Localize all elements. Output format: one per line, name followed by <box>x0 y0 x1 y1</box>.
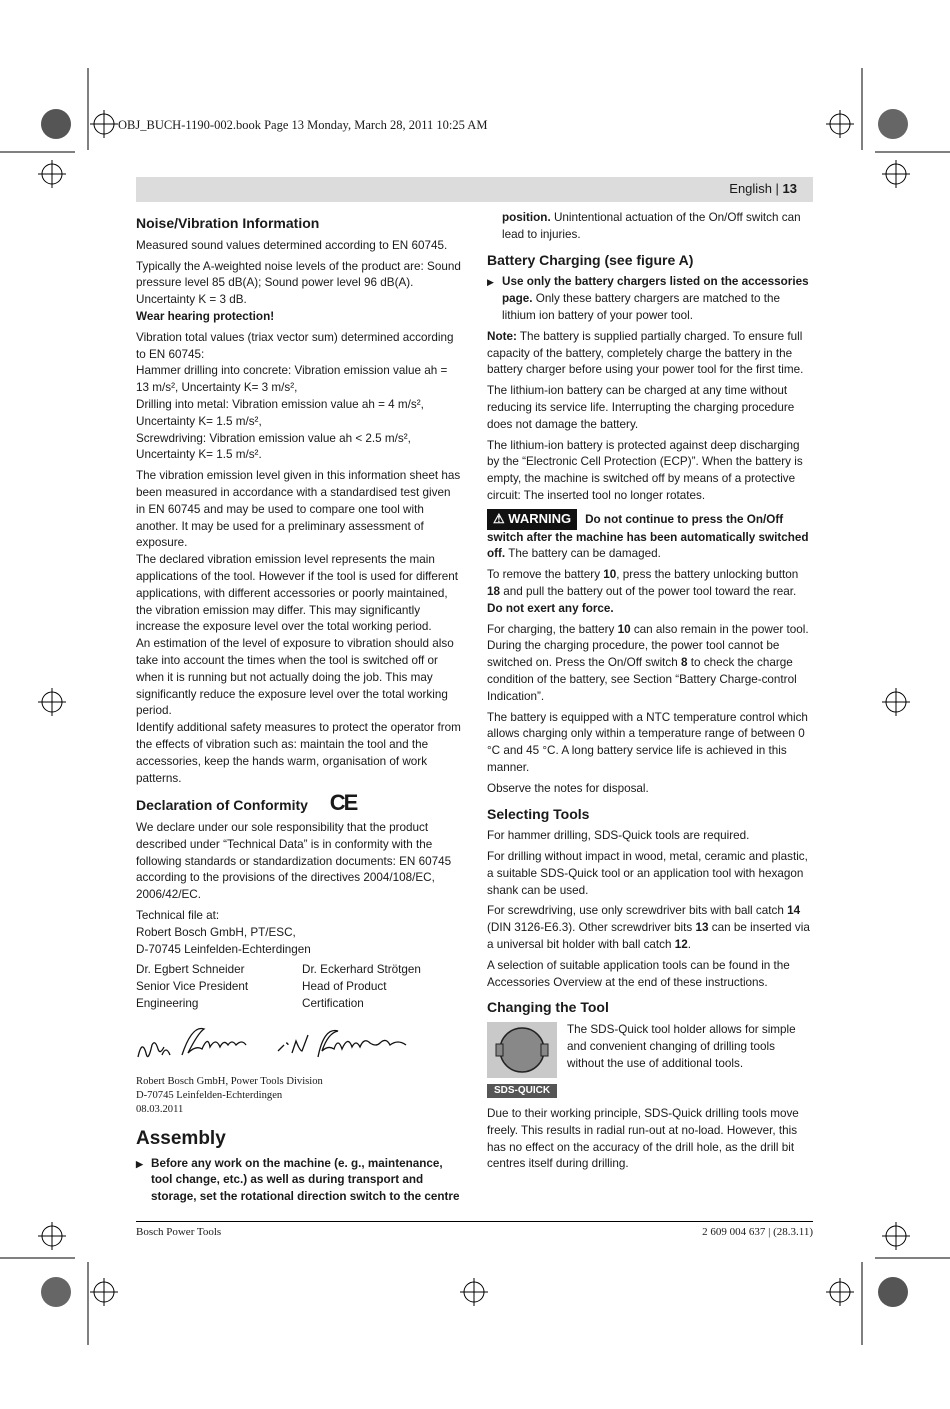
footer-rule <box>136 1221 813 1222</box>
ntc-paragraph: The battery is equipped with a NTC temperature control which allows charging only within a temperature range of between 0 °C and 45 °C. A long battery service life is achieved in this manner. <box>487 710 808 774</box>
signatory-title: Engineering <box>136 997 199 1011</box>
handwritten-signatures <box>136 1021 462 1071</box>
charging-paragraph <box>487 622 813 706</box>
noise-paragraph: Typically the A-weighted noise levels of the product are: Sound pressure level 85 dB(A); Sound power level 96 dB(A). Uncertainty K = 3 dB. <box>136 259 461 307</box>
ref-number: 10 <box>603 568 617 582</box>
ref-number: 13 <box>695 921 709 935</box>
continued-bullet <box>487 210 813 244</box>
ref-number: 18 <box>487 584 501 598</box>
hearing-warning: Wear hearing protection! <box>136 309 275 323</box>
vibration-paragraph: The vibration emission level given in this information sheet has been measured in accordance with a standardised test given in EN 60745 and may be used to compare one tool with another. It may be used for a preliminary assessment of exposure. <box>136 469 461 550</box>
battery-paragraph: The lithium-ion battery is protected against deep discharging by the “Electronic Cell Protection (ECP)”. When the battery is empty, the machine is switched off by means of a protective circuit: The inserted tool no longer rotates. <box>487 438 803 502</box>
sds-quick-figure <box>487 1022 557 1098</box>
footer-left: Bosch Power Tools <box>136 1226 222 1238</box>
noise-paragraph: Measured sound values determined according to EN 60745. <box>136 238 448 252</box>
changing-paragraph: The SDS-Quick tool holder allows for simple and convenient changing of drilling tools without the use of additional tools. <box>567 1023 796 1070</box>
page-number: 13 <box>782 181 797 196</box>
text: and pull the battery out of the power tool toward the rear. <box>500 584 797 598</box>
selecting-paragraph: For drilling without impact in wood, metal, ceramic and plastic, a suitable SDS-Quick tool or an application tool with hexagon shank can be used. <box>487 850 808 897</box>
conformity-heading <box>136 790 462 816</box>
left-column <box>136 207 462 1206</box>
selecting-paragraph: A selection of suitable application tools can be found in the Accessories Overview at the end of these instructions. <box>487 958 790 989</box>
technical-file-label: Technical file at: <box>136 909 220 923</box>
ref-number: 14 <box>787 904 801 918</box>
battery-bullet-bold: Use only the battery chargers listed on the accessories page. <box>502 275 809 306</box>
text: can also remain in the power tool. During the charging procedure, the power tool cannot be switched on. Press the On/Off switch <box>487 622 809 670</box>
text: to check the charge condition of the battery, see Section “Battery Charge-control Indication”. <box>487 656 797 703</box>
text: can be inserted via a universal bit holder with ball catch <box>487 921 810 952</box>
signatory-name: Dr. Eckerhard Strötgen <box>302 963 421 977</box>
conformity-heading-text: Declaration of Conformity <box>136 797 308 814</box>
assembly-heading: Assembly <box>136 1127 226 1149</box>
battery-bullet <box>487 274 813 324</box>
company-line: D-70745 Leinfelden-Echterdingen <box>136 1089 283 1101</box>
text: . <box>687 938 692 952</box>
selecting-paragraph <box>487 903 813 953</box>
bold-text: Do not exert any force. <box>487 601 614 615</box>
right-column <box>487 210 813 1177</box>
signatory-1 <box>136 962 302 1012</box>
signatory-name: Dr. Egbert Schneider <box>136 963 245 977</box>
warning-bold: Do not continue to press the On/Off switch after the machine has been automatically switched off. <box>487 512 809 561</box>
signatory-title: Senior Vice President <box>136 980 249 994</box>
company-date: 08.03.2011 <box>136 1103 184 1115</box>
sds-quick-label: SDS-QUICK <box>487 1084 557 1098</box>
battery-heading: Battery Charging (see figure A) <box>487 251 694 268</box>
vibration-paragraph: Identify additional safety measures to protect the operator from the effects of vibration such as: maintain the tool and the accessories, keep the hands warm, organisation of work patterns. <box>136 721 461 785</box>
note-paragraph <box>487 329 813 379</box>
continued-bold: position. <box>502 211 551 224</box>
changing-paragraph: Due to their working principle, SDS-Quick drilling tools move freely. This results in radial run-out at no-load. However, this has no effect on the accuracy of the drill hole, as the drill bit centres itself during drilling. <box>487 1107 799 1171</box>
vibration-paragraph: Hammer drilling into concrete: Vibration emission value ah = 13 m/s², Uncertainty K= 3 m/s², <box>136 364 448 395</box>
warning-paragraph <box>487 509 813 563</box>
selecting-tools-heading: Selecting Tools <box>487 805 590 822</box>
continued-text: Unintentional actuation of the On/Off switch can lead to injuries. <box>502 211 801 241</box>
selecting-paragraph: For hammer drilling, SDS-Quick tools are required. <box>487 829 750 843</box>
signatories <box>136 962 462 1012</box>
signatory-2 <box>302 962 482 1012</box>
technical-file-address: D-70745 Leinfelden-Echterdingen <box>136 942 311 956</box>
disposal-paragraph: Observe the notes for disposal. <box>487 781 649 795</box>
note-label: Note: <box>487 329 517 343</box>
ref-number: 12 <box>674 938 688 952</box>
file-header: OBJ_BUCH-1190-002.book Page 13 Monday, March 28, 2011 10:25 AM <box>118 118 488 132</box>
vibration-paragraph: Screwdriving: Vibration emission value ah < 2.5 m/s², Uncertainty K= 1.5 m/s². <box>136 431 411 462</box>
sds-quick-icon <box>487 1022 557 1078</box>
remove-battery-paragraph <box>487 567 813 617</box>
page-language: English | 13 <box>729 181 797 196</box>
battery-paragraph: The lithium-ion battery can be charged at any time without reducing its service life. Interrupting the charging procedure does not damage the battery. <box>487 384 795 431</box>
company-line: Robert Bosch GmbH, Power Tools Division <box>136 1075 323 1087</box>
ref-number: 10 <box>617 622 631 636</box>
text: To remove the battery <box>487 568 604 582</box>
vibration-paragraph: An estimation of the level of exposure to vibration should also take into account the times when the tool is switched off or when it is running but not actually doing the job. This may significantly reduce the exposure level over the total working period. <box>136 637 454 718</box>
footer-right: 2 609 004 637 | (28.3.11) <box>702 1226 813 1238</box>
sds-quick-block <box>487 1022 813 1098</box>
signatory-title: Certification <box>302 997 364 1011</box>
changing-tool-heading: Changing the Tool <box>487 999 609 1016</box>
company-block <box>136 1075 462 1117</box>
vibration-paragraph: Vibration total values (triax vector sum) determined according to EN 60745: <box>136 330 454 361</box>
warning-badge: ⚠ WARNING <box>487 509 577 530</box>
text: (DIN 3126-E6.3). Other screwdriver bits <box>487 921 696 935</box>
language-label: English <box>729 181 772 196</box>
noise-heading: Noise/Vibration Information <box>136 215 320 231</box>
page-band <box>136 177 813 202</box>
signatory-title: Head of Product <box>302 980 387 994</box>
battery-bullet-text: Only these battery chargers are matched to the lithium ion battery of your power tool. <box>502 292 781 322</box>
ref-number: 8 <box>681 656 688 670</box>
note-text: The battery is supplied partially charged. To ensure full capacity of the battery, completely charge the battery in the battery charger before using your power tool for the first time. <box>487 329 804 377</box>
warning-text: The battery can be damaged. <box>505 547 661 561</box>
conformity-paragraph: We declare under our sole responsibility that the product described under “Technical Data” is in conformity with the following standards or standardization documents: EN 60745 according to the provisions of the directives 2004/108/EC, 2006/42/EC. <box>136 821 452 902</box>
text: For charging, the battery <box>487 622 618 636</box>
technical-file-company: Robert Bosch GmbH, PT/ESC, <box>136 925 296 939</box>
text: For screwdriving, use only screwdriver bits with ball catch <box>487 904 788 918</box>
text: , press the battery unlocking button <box>616 568 799 582</box>
vibration-paragraph: The declared vibration emission level represents the main applications of the tool. However if the tool is used for different applications, with different accessories or poorly maintained, the vibration emission may differ. This may significantly increase the exposure level over the total working period. <box>136 553 459 634</box>
assembly-bullet: ▶ Before any work on the machine (e. g., maintenance, tool change, etc.) as well as during transport and storage, set the rotational direction switch to the centre <box>136 1156 462 1206</box>
ce-mark: CE <box>329 790 357 816</box>
vibration-paragraph: Drilling into metal: Vibration emission value ah = 4 m/s², Uncertainty K= 1.5 m/s², <box>136 397 424 428</box>
